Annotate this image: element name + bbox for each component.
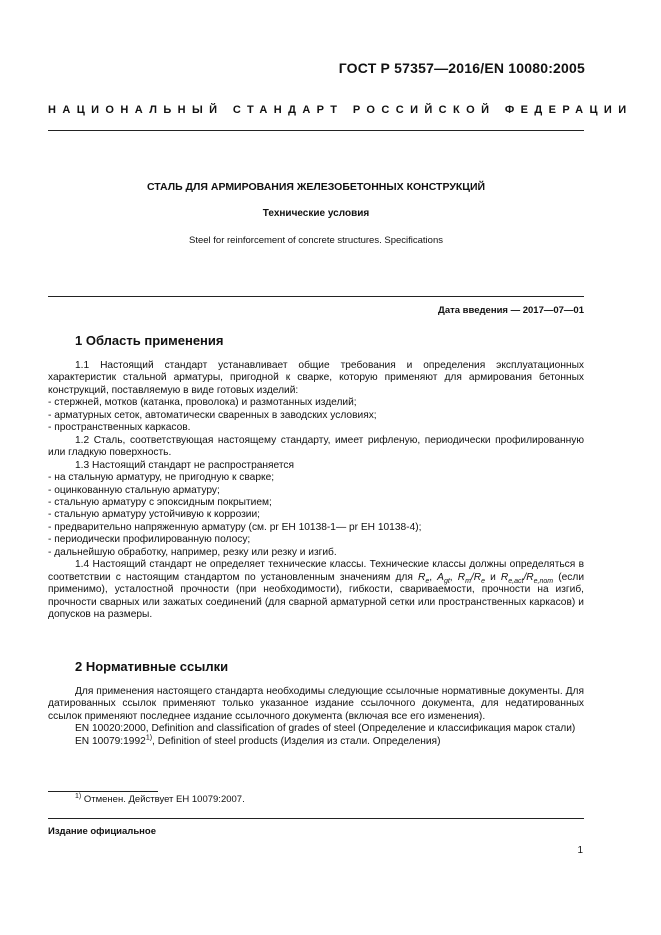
introduction-date: Дата введения — 2017—07—01 [438,305,584,316]
list-item: - на стальную арматуру, не пригодную к сварке; [48,472,275,484]
list-item: - стальную арматуру с эпоксидным покрытием; [48,496,272,508]
title-divider [48,296,584,297]
list-item: - стальную арматуру устойчивую к коррозии; [48,509,261,521]
national-standard-banner: НАЦИОНАЛЬНЫЙ СТАНДАРТ РОССИЙСКОЙ ФЕДЕРАЦИИ [48,104,633,116]
paragraph-2-intro: Для применения настоящего стандарта необходимы следующие ссылочные нормативные документы. Для датированных ссылок применяют только указанное издание ссылочного документа, для недатированных ссылок применяют последнее издание ссылочного документа (включая все его изменения). [48,686,584,722]
list-item: - пространственных каркасов. [48,422,191,434]
list-item: - стержней, мотков (катанка, проволока) и размотанных изделий; [48,397,357,409]
reference-item: EN 10020:2000, Definition and classification of grades of steel (Определение и классификация марок стали) [75,723,576,735]
section-2-body [48,686,584,748]
standard-title-ru: СТАЛЬ ДЛЯ АРМИРОВАНИЯ ЖЕЛЕЗОБЕТОННЫХ КОНСТРУКЦИЙ [146,181,486,193]
paragraph-1-3: 1.3 Настоящий стандарт не распространяется [75,459,295,471]
list-item: - арматурных сеток, автоматически сваренных в заводских условиях; [48,409,377,421]
footer-divider [48,818,584,819]
list-item: - оцинкованную стальную арматуру; [48,484,220,496]
paragraph-1-2: 1.2 Сталь, соответствующая настоящему стандарту, имеет рифленую, периодически профилированную или гладкую поверхность. [48,434,584,459]
list-item: - предварительно напряженную арматуру (см. pr ЕН 10138-1— pr ЕН 10138-4); [48,521,422,533]
document-code: ГОСТ Р 57357—2016/EN 10080:2005 [338,60,585,76]
footnote: $^{1)}$ Отменен. Действует ЕН 10079:2007. [75,792,245,805]
edition-label: Издание официальное [48,826,156,837]
footnote-divider [48,791,158,792]
page-number: 1 [577,845,583,856]
section-2-heading: 2 Нормативные ссылки [75,659,229,674]
paragraph-1-1: 1.1 Настоящий стандарт устанавливает общие требования и определения эксплуатационных характеристик стальной арматуры, пригодной к сварке, которую применяют для армирования бетонных конструкций, поставляемую в виде готовых изделий: [48,360,584,396]
header-divider [48,130,584,131]
section-1-heading: 1 Область применения [75,333,224,348]
list-item: - периодически профилированную полосу; [48,534,251,546]
reference-item: EN 10079:1992$^{1)}$, Definition of steel products (Изделия из стали. Определения) [75,734,441,747]
standard-subtitle: Технические условия [262,208,370,219]
paragraph-1-4: 1.4 Настоящий стандарт не определяет технические классы. Технические классы должны определяться в соответствии с настоящим стандартом по установленным значениям для $R_e$, $A_{gt}$, $R_m/R_e$ и $R_{e,act}/R_{e,nom}$ (если применимо), усталостной прочности (при необходимости), гибкости, свариваемости, прочности на изгиб, прочности сварных или зажатых соединений (для сварной арматурной сетки или пространственных каркасов) и допусков на размеры. [48,559,585,621]
standard-title-en: Steel for reinforcement of concrete structures. Specifications [189,235,443,246]
section-1-body [48,360,584,622]
list-item: - дальнейшую обработку, например, резку или резку и изгиб. [48,546,337,558]
